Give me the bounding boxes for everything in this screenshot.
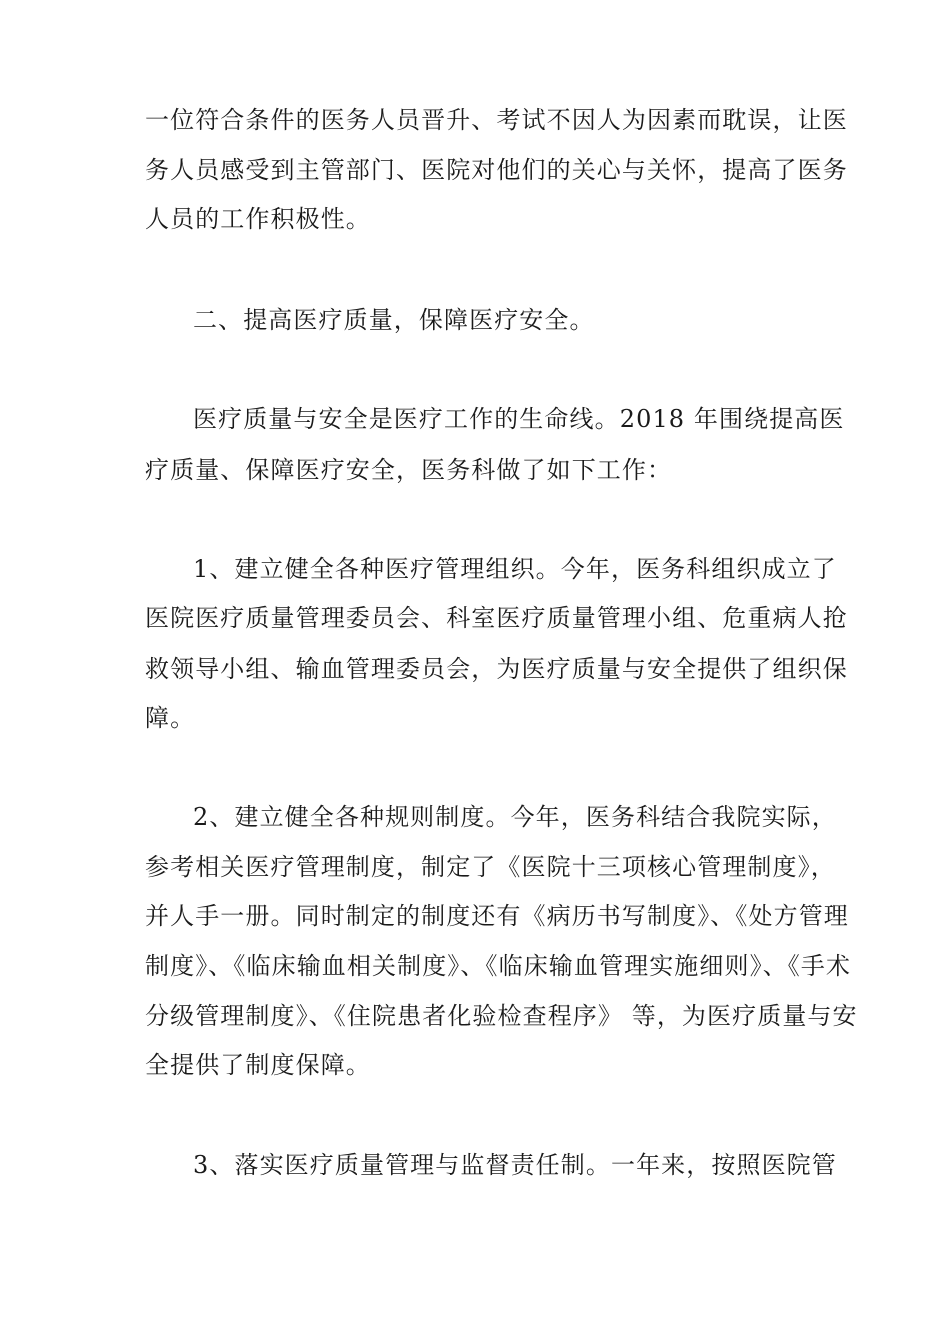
text-line: 3、落实医疗质量管理与监督责任制。一年来，按照医院管 xyxy=(193,1151,837,1179)
text-line: 医院医疗质量管理委员会、科室医疗质量管理小组、危重病人抢 xyxy=(145,604,848,632)
text-line: 制度》、《临床输血相关制度》、《临床输血管理实施细则》、《手术 xyxy=(145,952,852,980)
text-line: 2、建立健全各种规则制度。今年，医务科结合我院实际， xyxy=(193,803,837,831)
section-heading: 二、提高医疗质量，保障医疗安全。 xyxy=(193,306,595,334)
text-line: 并人手一册。同时制定的制度还有《病历书写制度》、《处方管理 xyxy=(145,902,849,930)
text-line: 一位符合条件的医务人员晋升、考试不因人为因素而耽误，让医 xyxy=(145,106,848,134)
text-line: 障。 xyxy=(145,704,196,732)
text-line: 人员的工作积极性。 xyxy=(145,205,371,233)
text-line: 救领导小组、输血管理委员会，为医疗质量与安全提供了组织保 xyxy=(145,655,848,683)
text-line: 分级管理制度》、《住院患者化验检查程序》 等，为医疗质量与安 xyxy=(145,1002,858,1030)
text-line: 疗质量、保障医疗安全，医务科做了如下工作： xyxy=(145,456,673,484)
text-line: 全提供了制度保障。 xyxy=(145,1051,371,1079)
text-line: 医疗质量与安全是医疗工作的生命线。2018 年围绕提高医 xyxy=(193,405,845,433)
text-line: 1、建立健全各种医疗管理组织。今年，医务科组织成立了 xyxy=(193,555,837,583)
text-line: 参考相关医疗管理制度，制定了《医院十三项核心管理制度》， xyxy=(145,853,836,881)
text-line: 务人员感受到主管部门、医院对他们的关心与关怀，提高了医务 xyxy=(145,156,848,184)
